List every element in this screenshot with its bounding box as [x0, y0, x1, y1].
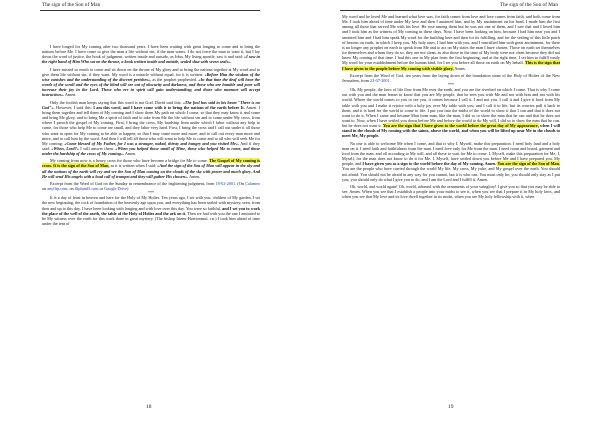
paragraph: [342, 141, 560, 182]
paragraph: [42, 100, 260, 157]
text: And if they said:: [42, 140, 260, 151]
page-body: [342, 14, 560, 199]
text: .: [389, 77, 391, 83]
paragraph: [342, 184, 560, 199]
text: No one is able to welcome Me when I come, and that is why I, Myself, make this preparation. I need holy land and a holy man on it. I need faith and faithfulness from the man. I need love only for Me from the man. I need room and board, garment and food from the man, and all according to My will, and all these to wait for Me to come. I, Myself, make this preparation for Me, I, Myself, for the man does not know to do it for Me. I, Myself, have settled down you before Me and I have prepared you, My people, and: [342, 140, 560, 167]
quote: «And the sign of the Son of Man will appear in the sky and all the nations of the earth will cry and see the Son of Man coming on the clouds of the sky with power and much glory. And He will send His angels with a loud call of trumpet and they will gather His chosen».: [42, 163, 261, 179]
highlighted-text: This is the sign that I have given to the people before My coming with visible glory.: [342, 60, 560, 71]
text: or: [99, 186, 104, 192]
text: I have longed for My coming after two thousand years. I have been waiting with great longing to come and to bring the nations before Me. I have come to give the man a life without sin, if the man wants. I do not force the man to want it, but I lay down the word of justice, the book of judgment, written inside and outside, as John, My living apostle, saw it and said:: [42, 44, 260, 60]
quote: «Before Him the wisdom of the wise vanishes and the understanding of the discreet perishes»,: [42, 71, 261, 82]
section-separator: ***: [448, 82, 454, 88]
text: My word and he loved Me and learned what love was, for faith comes from love and love comes from faith, and both come from Me. I took him ahead of time under My love and then I anointed him, and by My anointment on his head, I made him the first among all those that served Me with his love. He rose among them but he was not one of them, and I saw that and I loved him and I took him as the witness of My coming in these days. Now, I have been looking on him, because I had him near you and I anointed him and I had him speak My word for the building here and then for its fulfilling, and for the sealing of this little patch of heaven on earth, in which I keep you. My holy ones, I had him with you, and I sanctified him with great anointment, for there is no longer any prophet on earth to speak from Me and to act on My stairs the man I have chosen. Those on earth set themselves for themselves and whom they do so, they are not clean, as also those in the time of My body were not clean because they did not know My coming of that time. I had this one in My plan from the first beginning, and at the right time, I set him to fulfill vastly My word for your establishment before the human kind, for I set you before all those on earth on My behalf.: [342, 14, 560, 66]
highlighted-text: The Gospel of My coming is cross. It is the sign of the Son of Man,: [42, 158, 260, 169]
right-page: [300, 0, 600, 424]
page-body: [42, 44, 260, 226]
text: ): [127, 186, 129, 192]
text: Amen.: [64, 92, 77, 98]
text: You are the people who have carried through the world My life, My cross, My yoke, and My gospel over the earth. You should not afraid. You should not be afraid in any way for you cannot, but it is who can. You must only be; you should only stay as I put you; you should only do what I give you to do, and I am the Lord and I fulfill it. Amen.: [342, 166, 560, 182]
quote: «I saw in the right hand of Him Who sat on the throne, a book written inside and outside, sealed shut with seven seals».: [42, 54, 261, 65]
section-separator: ***: [148, 190, 154, 196]
text: I have missed so much to come and sit down on the throne of My glory and to bring the nations together at My word and to give them life without sin, if they want. My word is a miracle without equal, for it is written:: [42, 66, 260, 77]
header-rule: [340, 10, 560, 11]
anyflip-link[interactable]: anyflip.com: [47, 186, 68, 192]
paragraph: [42, 195, 260, 226]
quote: «Come blessed of My Father, for I was a stranger, naked, thirsty and hungry and you visited Me».: [64, 140, 240, 146]
text: Only the foolish man keeps saying that this word is not God. David said this:: [50, 99, 182, 105]
paragraph: [42, 67, 260, 98]
text: Amen.: [124, 151, 137, 157]
emphasis: and I set you to work the place of the well of the earth, the table of the Holy of Holies and the ark on it.: [42, 205, 261, 216]
page-number: 18: [146, 404, 152, 410]
highlighted-text: You are the sign that I have given to the world before the great day of My appearance,: [382, 123, 539, 129]
text: as the prophet prophesied.: [152, 76, 198, 82]
paragraph: [42, 158, 260, 179]
quote: «When you helped those small of Mine, those who helped Me to come, and those under the hardship of the cross of My coming».: [42, 145, 261, 157]
running-header: The sign of the Son of Man: [499, 2, 558, 8]
text: Amen.: [189, 173, 201, 179]
calameo-link[interactable]: Calameo: [245, 180, 261, 186]
google-drive-link[interactable]: Google Drive: [104, 186, 128, 192]
date-link[interactable]: 22-07-2001: [370, 77, 390, 83]
highlighted-text: You are the sign of the Son of Man.: [497, 161, 561, 167]
text: However, I said this:: [56, 104, 92, 110]
fliphtml5-link[interactable]: fliphtml5.com: [74, 186, 99, 192]
text: Oh, world, and world again! Oh, world, adorned with the ornaments of your vainglory! I give you so that you may be able to see. Amen. When you see that I establish a people into your midst to see it, when you see that I prepare it in My holy laws, and when you see that My love and its love dwell together in its midst, when you see My holy fellowship with it, when: [342, 183, 560, 200]
text: . (On: [235, 180, 244, 186]
text: Amen. I bring them together and tell them of My coming and I show them My path on which I come, so that they may know it and come and bring Me glory, and to bring Me a spirit of faith and to take from Me the life without sin and to come under My cross, from where I preach the gospel of My coming. First, I bring the cross, My hardship from under which I labor without any help to come, for those who help Me to come are small, and they labor very hard. First, I bring the cross and I call out under it all those who want to open for My coming to be able to happen, so that I may come more and more, and to call out every man more and more, and to call him by the word. And then I will tell all those who will want to help Me to come and to all who will seek Me for My coming:: [42, 104, 260, 146]
text: , on: [67, 186, 74, 192]
emphasis: when I will stand in the clouds of My coming with the saints, above the world, and when you will be lifted up near Me in the clouds to meet Me, My people.: [342, 123, 561, 139]
quote: «The fool has said in his heart "There is no God"».: [42, 99, 260, 110]
paragraph: [342, 14, 560, 71]
date-link[interactable]: 18-02-2001: [215, 180, 236, 186]
text: It is a day of feast in heaven and here for the Holy of My Holies. Ten years ago, I set with you, children of My garden, I set the new beginning, the rock of foundation of the heavenly age upon you, and everything has been sealed with mystery, seen, from then and up to this day. I have been looking with longing and with love over this day. You were so faithful,: [42, 195, 260, 211]
text: Amen.: [454, 65, 466, 71]
header-rule: [40, 10, 260, 11]
text: as it is written when I said:: [110, 163, 157, 169]
running-header: The sign of the Son of Man: [42, 2, 101, 8]
emphasis: I am this word, and I have come with it to bring the nations of the earth before It.: [93, 104, 245, 110]
text: Excerpt from the Word of God on the Sunday in remembrance of the frightening judgment, from: [50, 180, 215, 186]
paragraph: [342, 87, 560, 139]
text: I will answer them:: [80, 145, 114, 151]
text: Then we had with you the one I anointed to be My witness over the earth for this work done in great mystery. (The bishop Irineu-Horticeanul, r.n.) I took him ahead of time under the tent of: [42, 210, 261, 226]
page-number: 19: [448, 404, 454, 410]
text: on: [42, 186, 47, 192]
text: Oh, My people, the laws of life flow from Me over the earth, and you are the riverbed on which I come. That is why I come out with you and the man learns to know that you are My people, that he sees you with Me and not with him and not with his world. Where the world comes to you to see you, it comes because I call it. I and not you. I call it and I give it food from My table with you and I make it rejoice with a holy joy over My table with you, and I call it to life, but its worries pull it back to them, and it is hard for the world to come to life. I put you into the midst of the world to show it that I can and that it does not want to do it. When I came and became Man from man, like the man, I did so to show the man that he can and that he does not want to. Now, when I have settled you down before Me and before the world to do My will, I did so to show the man that he can, but he does not want it.: [342, 87, 560, 129]
text: My coming from now is a heavy cross for those who have become a bridge for Me to come.: [50, 158, 208, 164]
quote: «When, Lord?»: [51, 145, 79, 151]
emphasis: I have given you as a sign to the world before the day of My coming. Amen.: [362, 161, 497, 167]
paragraph: [42, 44, 260, 65]
quote: «In that time the deaf will hear the words of the scroll and the eyes of the blind will see out of obscurity and darkness, and those who are humble and poor will increase their joy in the Lord. Those who err in spirit will gain understanding; and those who murmur will accept instruction».: [42, 76, 260, 98]
text: Excerpt from the Word of God, ten years from the laying down of the foundation stone of the Holy of Holies of the New Jerusalem, from: [342, 72, 560, 83]
